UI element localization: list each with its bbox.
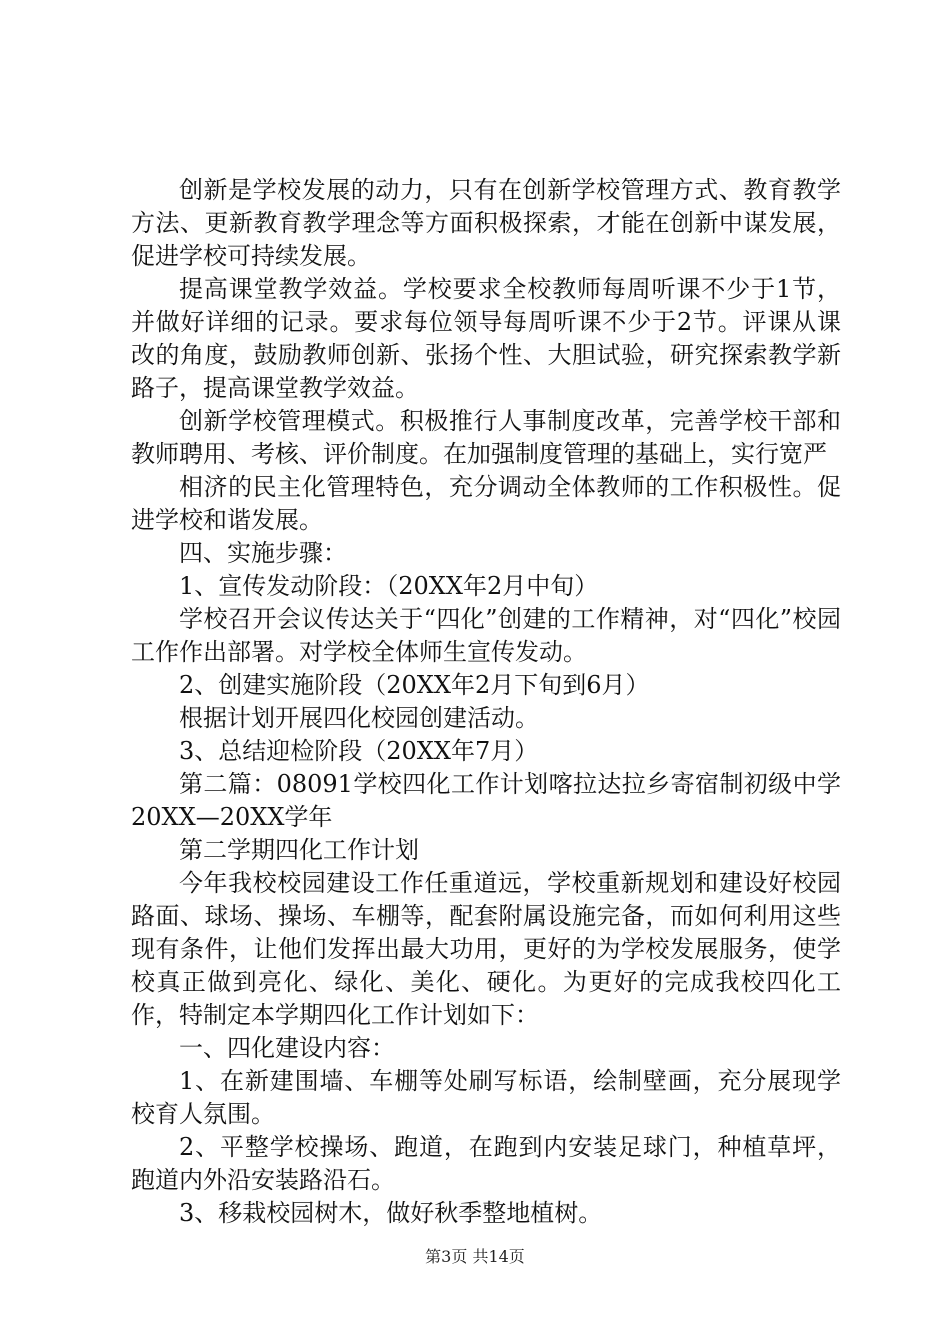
- heading-implementation-steps: 四、实施步骤：: [179, 539, 347, 567]
- paragraph-campus-construction: 今年我校校园建设工作任重道远，学校重新规划和建设好校园路面、球场、操场、车棚等，配套附属设施完备，而如何利用这些现有条件，让他们发挥出最大功用，更好的为学校发展服务，使学校真正做到亮化、绿化、美化、硬化。为更好的完成我校四化工作，特制定本学期四化工作计划如下：: [131, 869, 841, 1029]
- heading-second-article: 第二篇：08091学校四化工作计划喀拉达拉乡寄宿制初级中学20XX—20XX学年: [131, 770, 841, 831]
- paragraph-meeting: 学校召开会议传达关于“四化”创建的工作精神，对“四化”校园工作作出部署。对学校全体师生宣传发动。: [131, 605, 841, 666]
- step-summary-inspection: 3、总结迎检阶段（20XX年7月）: [179, 737, 539, 765]
- page-number-footer: 第3页 共14页: [425, 1247, 525, 1266]
- heading-construction-content: 一、四化建设内容：: [179, 1034, 395, 1062]
- paragraph-democratic-management: 相济的民主化管理特色，充分调动全体教师的工作积极性。促进学校和谐发展。: [131, 473, 841, 534]
- paragraph-classroom-efficiency: 提高课堂教学效益。学校要求全校教师每周听课不少于1节，并做好详细的记录。要求每位领导每周听课不少于2节。评课从课改的角度，鼓励教师创新、张扬个性、大胆试验，研究探索教学新路子，提高课堂教学效益。: [131, 275, 841, 402]
- step-publicity: 1、宣传发动阶段：（20XX年2月中旬）: [179, 572, 599, 600]
- heading-second-semester-plan: 第二学期四化工作计划: [179, 836, 419, 864]
- document-body: [131, 174, 841, 1230]
- paragraph-innovation-intro: 创新是学校发展的动力，只有在创新学校管理方式、教育教学方法、更新教育教学理念等方面积极探索，才能在创新中谋发展，促进学校可持续发展。: [131, 176, 841, 270]
- paragraph-plan-activities: 根据计划开展四化校园创建活动。: [179, 704, 539, 732]
- step-implementation: 2、创建实施阶段（20XX年2月下旬到6月）: [179, 671, 650, 699]
- item-tree-planting: 3、移栽校园树木，做好秋季整地植树。: [179, 1199, 603, 1227]
- paragraph-management-mode: 创新学校管理模式。积极推行人事制度改革，完善学校干部和教师聘用、考核、评价制度。在加强制度管理的基础上，实行宽严: [131, 407, 841, 468]
- item-playground-track: 2、平整学校操场、跑道，在跑到内安装足球门，种植草坪，跑道内外沿安装路沿石。: [131, 1133, 841, 1194]
- item-slogans-murals: 1、在新建围墙、车棚等处刷写标语，绘制壁画，充分展现学校育人氛围。: [131, 1067, 841, 1128]
